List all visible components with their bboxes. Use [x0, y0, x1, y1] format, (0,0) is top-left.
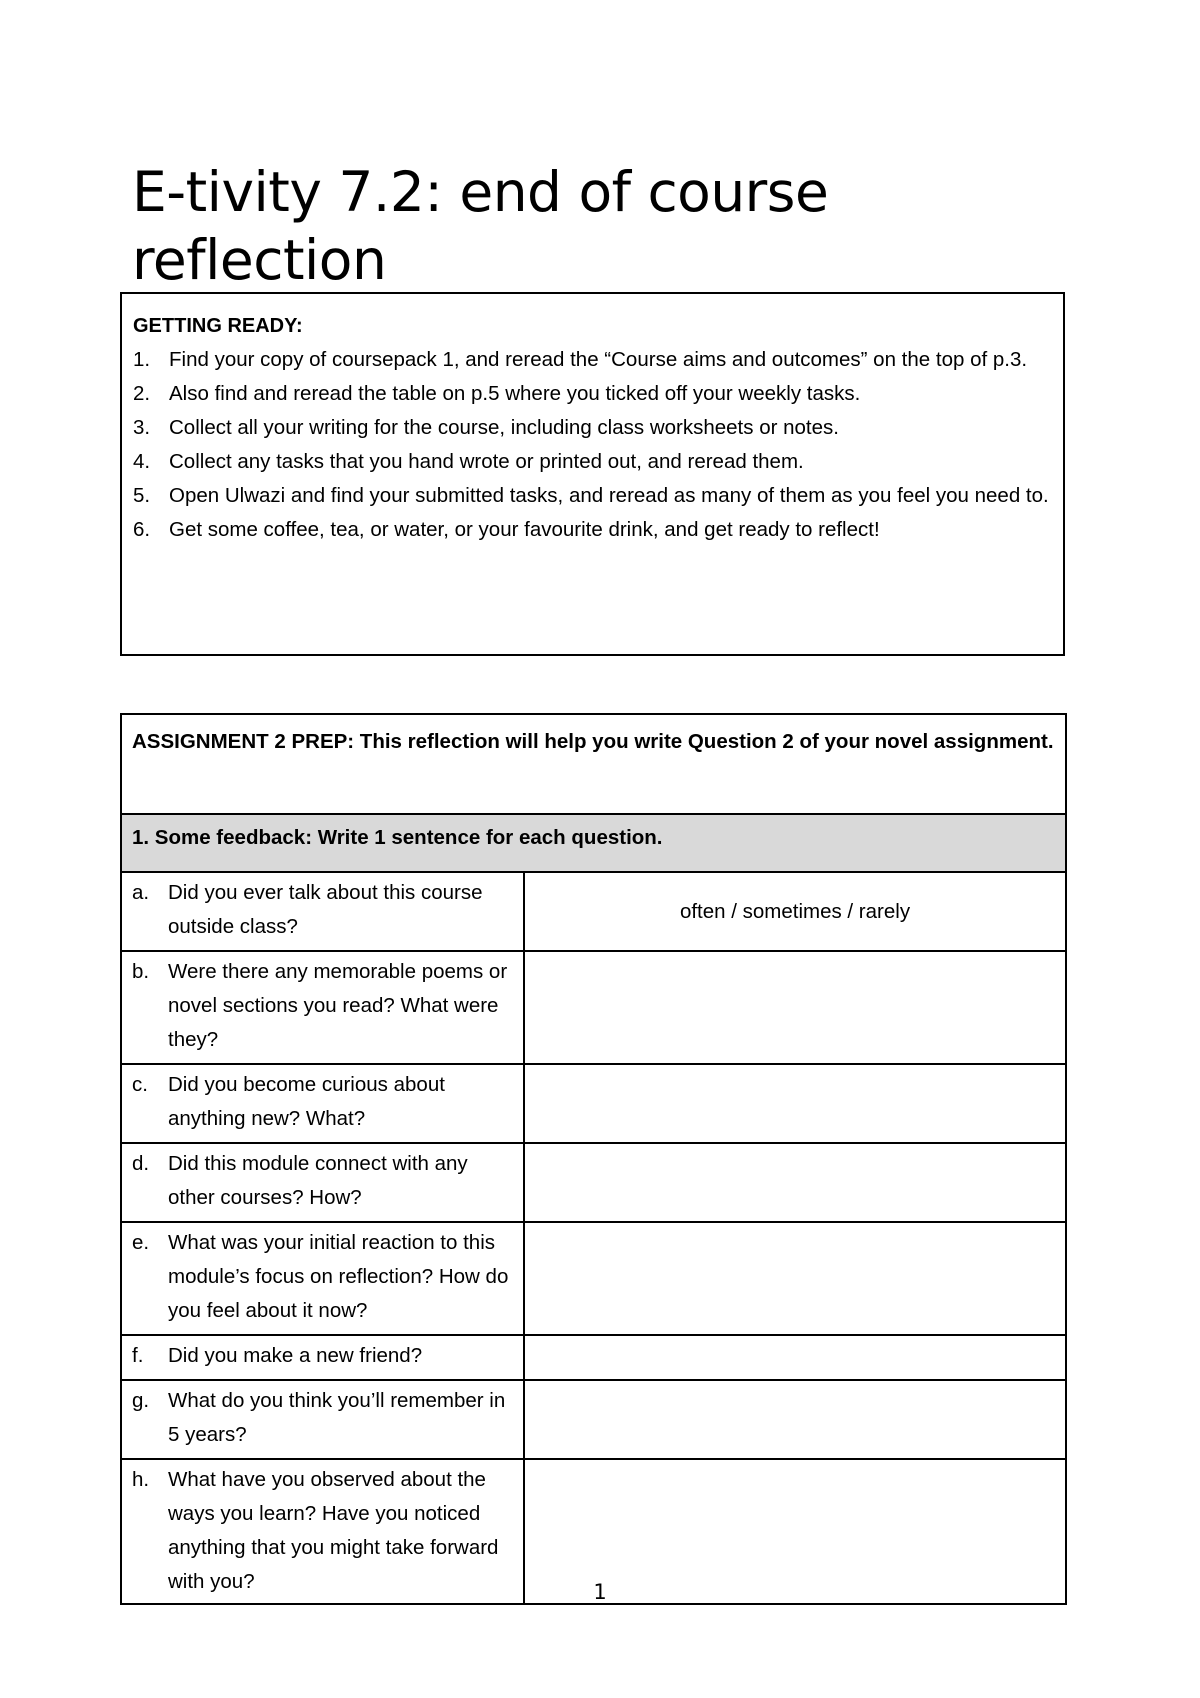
table-row: [121, 872, 1066, 951]
question-letter: a.: [132, 881, 150, 904]
step-item: [133, 343, 1053, 377]
question-cell: [121, 951, 524, 1064]
step-item: [133, 411, 1053, 445]
table-row: [121, 1064, 1066, 1143]
answer-cell[interactable]: often / sometimes / rarely: [524, 872, 1066, 951]
table-row: [121, 1380, 1066, 1459]
question-letter: c.: [132, 1073, 148, 1096]
question-letter: e.: [132, 1231, 150, 1254]
step-number: 2.: [133, 382, 151, 405]
answer-cell[interactable]: [524, 1380, 1066, 1459]
step-number: 1.: [133, 348, 151, 371]
table-row: [121, 1222, 1066, 1335]
question-cell: [121, 1335, 524, 1380]
table-row: [121, 1335, 1066, 1380]
step-number: 3.: [133, 416, 151, 439]
question-cell: [121, 1064, 524, 1143]
question-text: Did this module connect with any other courses? How?: [168, 1152, 468, 1209]
getting-ready-box: [120, 292, 1065, 656]
step-item: [133, 445, 1053, 479]
step-item: [133, 377, 1053, 411]
question-letter: g.: [132, 1389, 150, 1412]
step-text: Collect any tasks that you hand wrote or printed out, and reread them.: [169, 450, 804, 473]
question-text: Were there any memorable poems or novel sections you read? What were they?: [168, 960, 508, 1051]
question-letter: h.: [132, 1468, 150, 1491]
question-letter: f.: [132, 1344, 144, 1367]
step-number: 4.: [133, 450, 151, 473]
question-text: What have you observed about the ways you learn? Have you noticed anything that you might take forward with you?: [168, 1468, 499, 1593]
step-number: 6.: [133, 518, 151, 541]
step-text: Also find and reread the table on p.5 where you ticked off your weekly tasks.: [169, 382, 861, 405]
answer-cell[interactable]: [524, 1064, 1066, 1143]
question-text: What was your initial reaction to this module’s focus on reflection? How do you feel about it now?: [168, 1231, 509, 1322]
table-row: [121, 1143, 1066, 1222]
question-text: Did you ever talk about this course outside class?: [168, 881, 483, 938]
answer-cell[interactable]: [524, 1335, 1066, 1380]
question-text: Did you become curious about anything new? What?: [168, 1073, 445, 1130]
assignment-prep-cell: ASSIGNMENT 2 PREP: This reflection will help you write Question 2 of your novel assignment.: [121, 714, 1066, 814]
getting-ready-steps: [133, 343, 1053, 547]
question-cell: [121, 1143, 524, 1222]
answer-cell[interactable]: [524, 951, 1066, 1064]
step-item: [133, 479, 1053, 513]
table-row: [121, 951, 1066, 1064]
prep-row: [121, 714, 1066, 814]
question-cell: [121, 1380, 524, 1459]
section-header-row: [121, 814, 1066, 872]
question-text: What do you think you’ll remember in 5 years?: [168, 1389, 506, 1446]
step-text: Collect all your writing for the course, including class worksheets or notes.: [169, 416, 839, 439]
page-title: E-tivity 7.2: end of course reflection: [132, 160, 829, 292]
section-title: 1. Some feedback: Write 1 sentence for each question.: [121, 814, 1066, 872]
question-letter: d.: [132, 1152, 150, 1175]
step-text: Open Ulwazi and find your submitted tasks, and reread as many of them as you feel you need to.: [169, 484, 1049, 507]
step-text: Find your copy of coursepack 1, and reread the “Course aims and outcomes” on the top of p.3.: [169, 348, 1028, 371]
question-cell: [121, 1222, 524, 1335]
question-cell: [121, 872, 524, 951]
question-text: Did you make a new friend?: [168, 1344, 423, 1367]
page-number: 1: [593, 1580, 607, 1604]
step-number: 5.: [133, 484, 151, 507]
getting-ready-heading: GETTING READY:: [133, 315, 303, 337]
step-item: [133, 513, 1053, 547]
answer-cell[interactable]: [524, 1143, 1066, 1222]
answer-cell[interactable]: [524, 1222, 1066, 1335]
feedback-table: [120, 713, 1067, 1605]
step-text: Get some coffee, tea, or water, or your favourite drink, and get ready to reflect!: [169, 518, 880, 541]
question-letter: b.: [132, 960, 150, 983]
